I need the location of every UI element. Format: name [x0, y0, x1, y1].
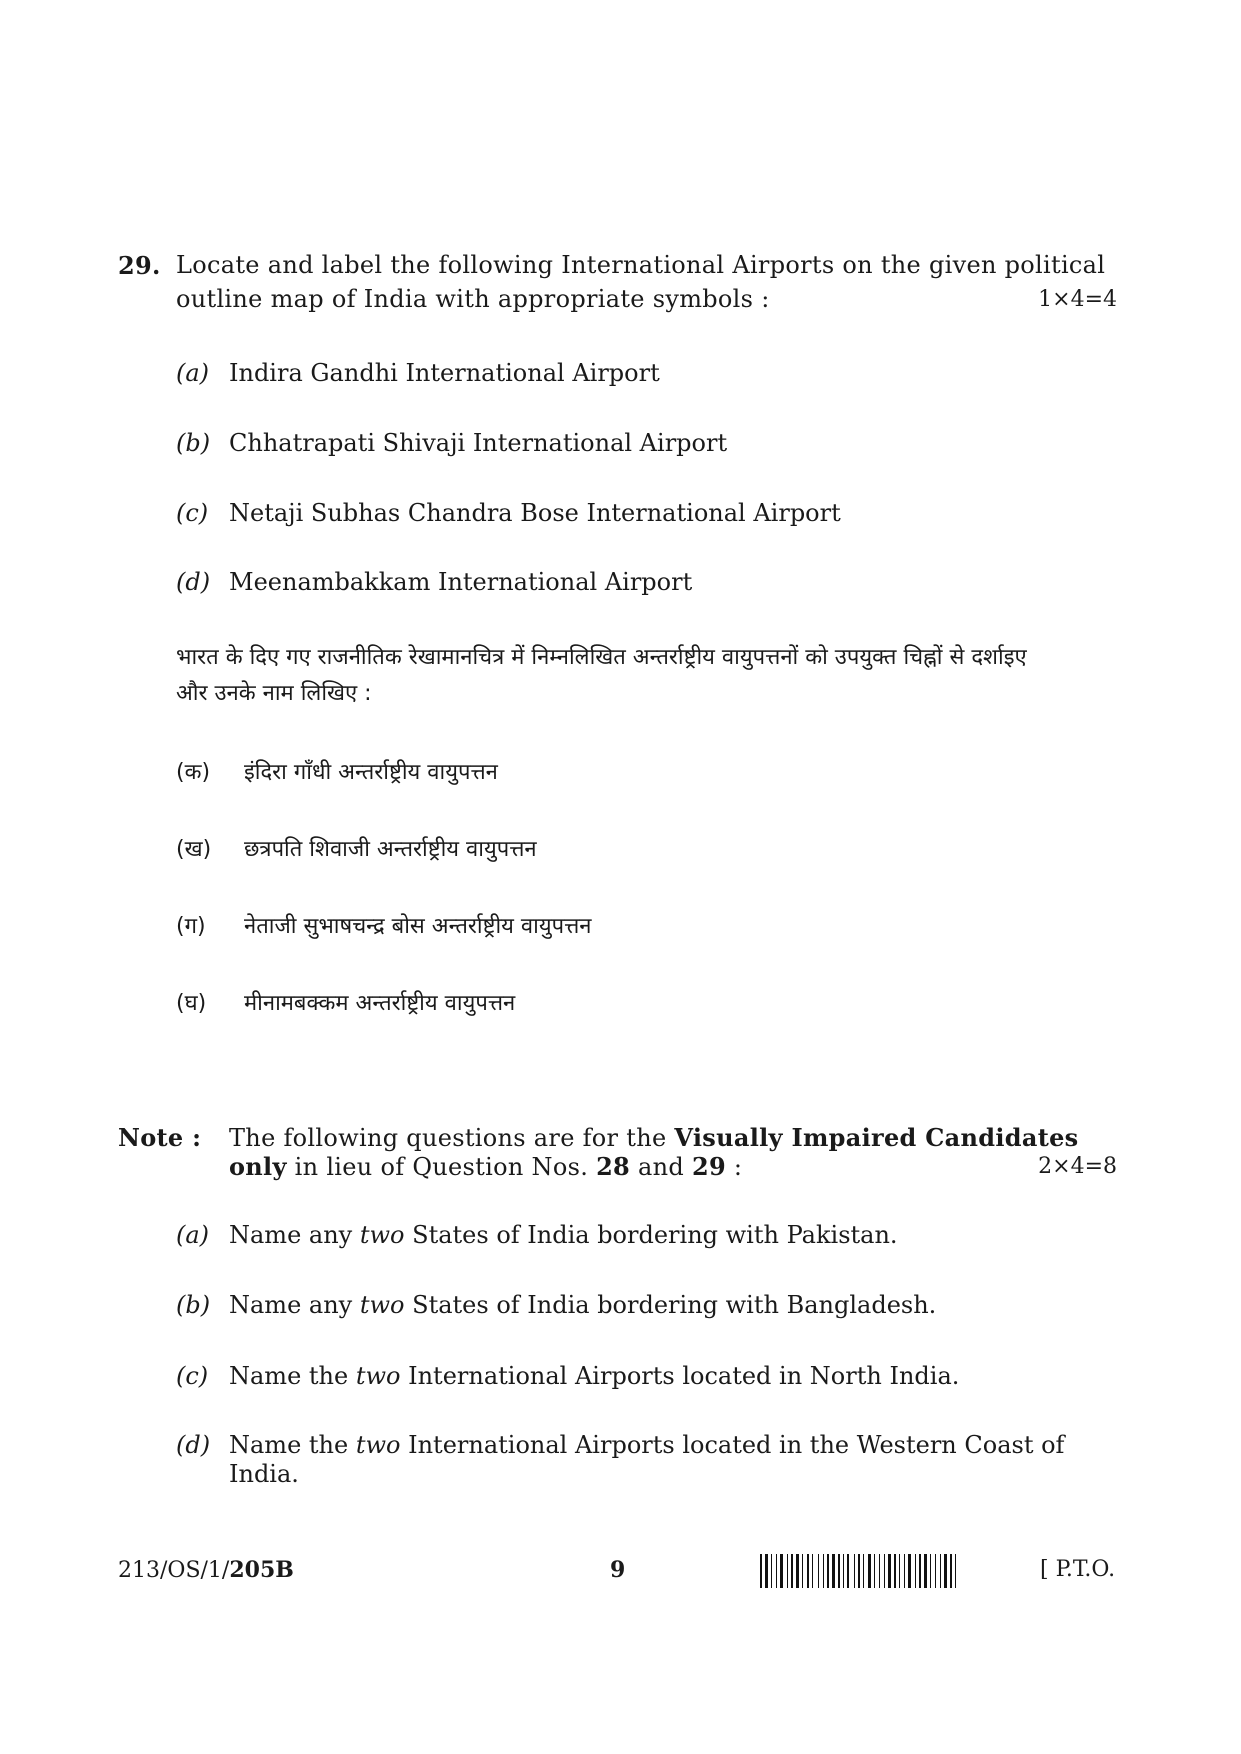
barcode-bar — [787, 1554, 788, 1588]
barcode-bar — [760, 1554, 762, 1588]
note-line2 — [229, 1152, 742, 1181]
note-option-label: (c) — [176, 1362, 209, 1390]
barcode-bar — [847, 1554, 849, 1588]
barcode-bar — [888, 1554, 891, 1588]
barcode-bar — [906, 1554, 907, 1588]
barcode-bar — [897, 1554, 898, 1588]
barcode-bar — [818, 1554, 819, 1588]
barcode-bar — [917, 1554, 918, 1588]
barcode-bar — [928, 1554, 929, 1588]
barcode-bar — [861, 1554, 862, 1588]
barcode-bar — [955, 1554, 956, 1588]
question-text-line1: Locate and label the following International Airports on the given political — [176, 251, 1106, 279]
barcode-bar — [763, 1554, 764, 1588]
barcode-bar — [802, 1554, 803, 1588]
barcode-bar — [854, 1554, 855, 1588]
barcode-bar — [886, 1554, 887, 1588]
barcode-bar — [765, 1554, 768, 1588]
barcode-bar — [843, 1554, 844, 1588]
paper-code-prefix: 213/OS/1/ — [118, 1558, 230, 1583]
note-option-label: (b) — [176, 1291, 211, 1319]
barcode-bar — [771, 1554, 772, 1588]
barcode-bar — [899, 1554, 900, 1588]
barcode-bar — [912, 1554, 914, 1588]
hindi-question-line2: और उनके नाम लिखिए : — [176, 681, 372, 706]
barcode-bar — [942, 1554, 943, 1588]
barcode-bar — [827, 1554, 829, 1588]
option-text: Name any — [229, 1221, 360, 1249]
note-option-text — [229, 1291, 936, 1319]
barcode-bar — [892, 1554, 893, 1588]
note-text: The following questions are for the — [229, 1124, 675, 1152]
barcode-bar — [881, 1554, 883, 1588]
barcode-bar — [858, 1554, 860, 1588]
note-label: Note : — [118, 1123, 202, 1152]
note-marks: 2×4=8 — [1038, 1154, 1117, 1179]
barcode-bar — [865, 1554, 867, 1588]
barcode-bar — [957, 1554, 959, 1588]
barcode-bar — [919, 1554, 921, 1588]
hindi-option-label: (घ) — [176, 991, 207, 1016]
barcode-bar — [841, 1554, 842, 1588]
barcode-bar — [794, 1554, 795, 1588]
hindi-option-text: मीनामबक्कम अन्तर्राष्ट्रीय वायुपत्तन — [244, 991, 516, 1016]
option-text: States of India bordering with Bangladesh. — [404, 1291, 937, 1319]
question-number: 29. — [118, 251, 161, 280]
page-number: 9 — [610, 1557, 626, 1583]
hindi-question-line1: भारत के दिए गए राजनीतिक रेखामानचित्र में निम्नलिखित अन्तर्राष्ट्रीय वायुपत्तनों को उपयुक्त चिह्नों से दर्शाइए — [176, 645, 1027, 670]
hindi-option-text: छत्रपति शिवाजी अन्तर्राष्ट्रीय वायुपत्तन — [244, 837, 537, 862]
barcode-bar — [879, 1554, 880, 1588]
barcode-bar — [825, 1554, 826, 1588]
barcode-bar — [778, 1554, 779, 1588]
barcode-bar — [901, 1554, 903, 1588]
note-text: and — [630, 1153, 692, 1181]
question-text-line2: outline map of India with appropriate symbols : — [176, 285, 770, 313]
barcode-bar — [935, 1554, 936, 1588]
note-text: in lieu of Question Nos. — [286, 1153, 597, 1181]
option-text: Name the — [229, 1362, 356, 1390]
barcode-bar — [948, 1554, 949, 1588]
barcode-bar — [863, 1554, 864, 1588]
barcode-bar — [932, 1554, 934, 1588]
barcode-bar — [804, 1554, 806, 1588]
paper-code — [118, 1557, 294, 1583]
option-text: Netaji Subhas Chandra Bose International Airport — [229, 499, 841, 527]
note-option-label: (d) — [176, 1431, 211, 1459]
barcode-bar — [796, 1554, 799, 1588]
note-text: : — [725, 1153, 743, 1181]
option-text: International Airports located in the Western Coast of — [400, 1431, 1065, 1459]
hindi-option-label: (क) — [176, 760, 211, 785]
note-question-ref: 29 — [691, 1152, 726, 1181]
note-option-continuation: India. — [229, 1460, 299, 1488]
barcode-bar — [814, 1554, 817, 1588]
barcode-bar — [924, 1554, 927, 1588]
option-text: Chhatrapati Shivaji International Airport — [229, 429, 728, 457]
option-text: Name any — [229, 1291, 360, 1319]
barcode-bar — [807, 1554, 809, 1588]
barcode-bar — [876, 1554, 878, 1588]
hindi-option-label: (ख) — [176, 837, 212, 862]
barcode-bar — [930, 1554, 931, 1588]
barcode-bar — [922, 1554, 923, 1588]
pto-label: [ P.T.O. — [1040, 1557, 1116, 1582]
note-option-label: (a) — [176, 1221, 210, 1249]
option-text: Indira Gandhi International Airport — [229, 359, 660, 387]
barcode-bar — [940, 1554, 941, 1588]
barcode-bar — [856, 1554, 857, 1588]
hindi-option-text: इंदिरा गाँधी अन्तर्राष्ट्रीय वायुपत्तन — [244, 760, 498, 785]
note-line1 — [229, 1123, 1079, 1152]
barcode-bar — [820, 1554, 822, 1588]
option-text: Name the — [229, 1431, 356, 1459]
barcode-bar — [908, 1554, 911, 1588]
barcode-bar — [838, 1554, 840, 1588]
barcode-bar — [950, 1554, 952, 1588]
option-label: (b) — [176, 429, 211, 457]
barcode-bar — [850, 1554, 853, 1588]
option-italic: two — [359, 1291, 405, 1319]
barcode-bar — [800, 1554, 801, 1588]
barcode-bar — [884, 1554, 885, 1588]
barcode — [760, 1554, 1018, 1588]
option-italic: two — [355, 1431, 401, 1459]
option-text: International Airports located in North India. — [400, 1362, 960, 1390]
barcode-bar — [944, 1554, 947, 1588]
hindi-option-text: नेताजी सुभाषचन्द्र बोस अन्तर्राष्ट्रीय वायुपत्तन — [244, 914, 592, 939]
barcode-bar — [773, 1554, 775, 1588]
barcode-bar — [791, 1554, 793, 1588]
barcode-bar — [780, 1554, 783, 1588]
barcode-bar — [894, 1554, 896, 1588]
barcode-bar — [810, 1554, 811, 1588]
barcode-bar — [823, 1554, 824, 1588]
note-question-ref: 28 — [596, 1152, 631, 1181]
barcode-bar — [868, 1554, 871, 1588]
note-bold-text: Visually Impaired Candidates — [674, 1123, 1079, 1152]
hindi-option-label: (ग) — [176, 914, 206, 939]
option-label: (a) — [176, 359, 210, 387]
barcode-bar — [953, 1554, 954, 1588]
option-label: (c) — [176, 499, 209, 527]
note-option-text — [229, 1431, 1064, 1459]
barcode-bar — [836, 1554, 837, 1588]
barcode-bar — [789, 1554, 790, 1588]
barcode-bar — [904, 1554, 905, 1588]
barcode-bar — [915, 1554, 916, 1588]
option-italic: two — [359, 1221, 405, 1249]
question-marks: 1×4=4 — [1038, 287, 1117, 312]
option-italic: two — [355, 1362, 401, 1390]
barcode-bar — [830, 1554, 831, 1588]
option-text: States of India bordering with Pakistan. — [404, 1221, 898, 1249]
option-text: Meenambakkam International Airport — [229, 568, 693, 596]
option-label: (d) — [176, 568, 211, 596]
note-option-text — [229, 1221, 898, 1249]
barcode-bar — [832, 1554, 835, 1588]
barcode-bar — [937, 1554, 939, 1588]
paper-code-bold: 205B — [229, 1557, 294, 1583]
barcode-bar — [776, 1554, 777, 1588]
barcode-bar — [769, 1554, 770, 1588]
note-bold-text: only — [229, 1152, 287, 1181]
note-option-text — [229, 1362, 959, 1390]
barcode-bar — [874, 1554, 875, 1588]
barcode-bar — [845, 1554, 846, 1588]
barcode-bar — [872, 1554, 873, 1588]
barcode-bar — [784, 1554, 786, 1588]
barcode-bar — [812, 1554, 813, 1588]
